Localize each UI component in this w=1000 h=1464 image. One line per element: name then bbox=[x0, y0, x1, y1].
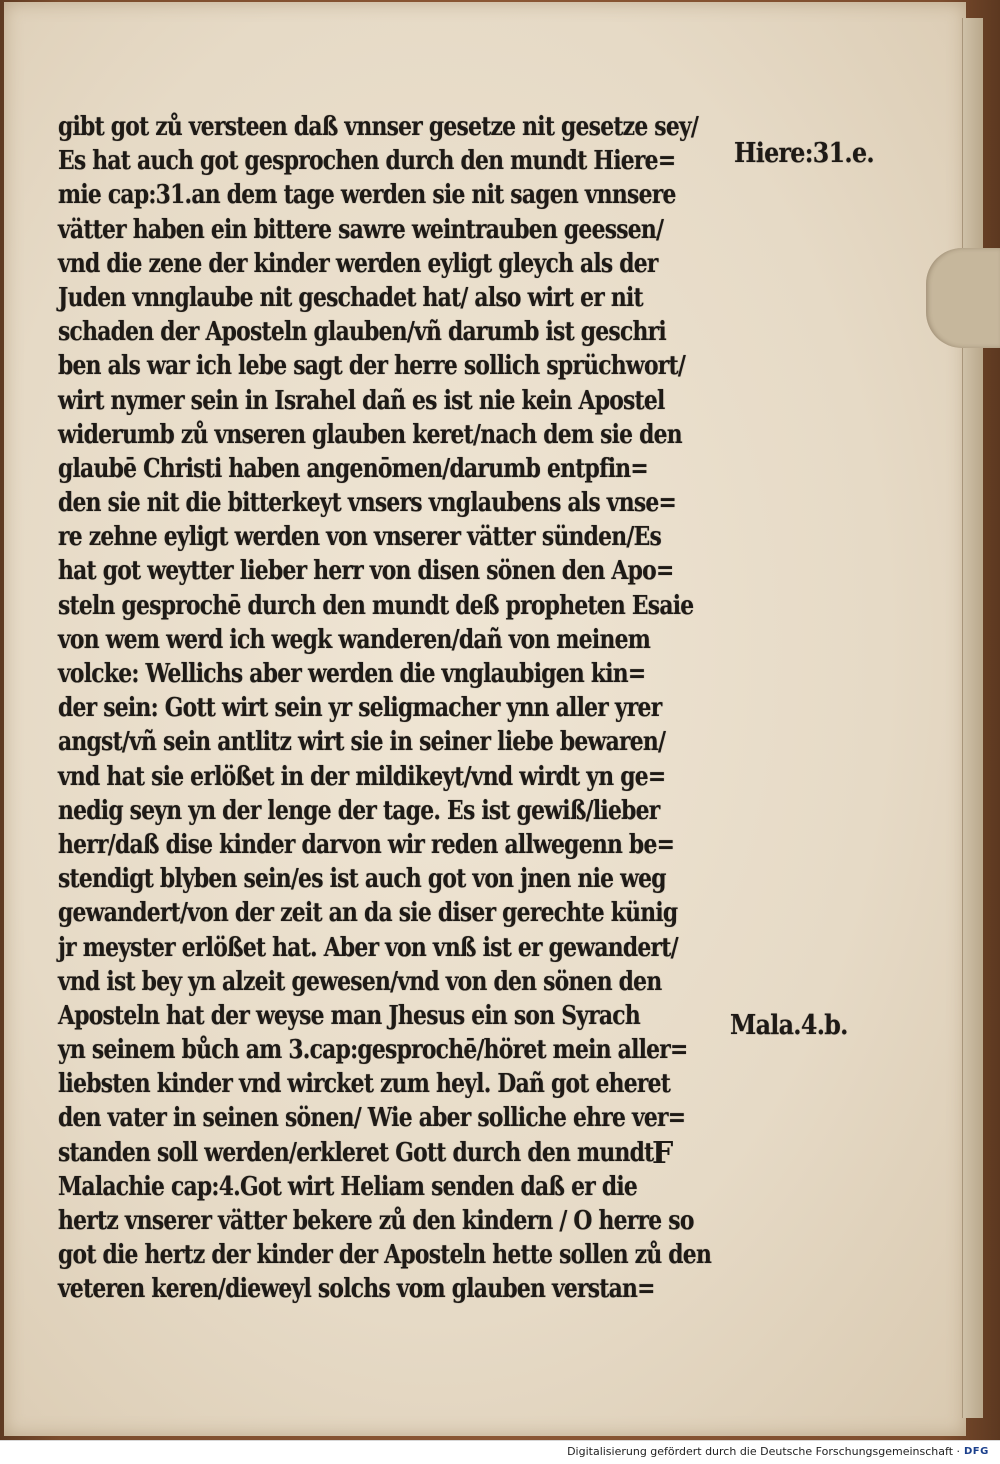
text-line: der sein: Gott wirt sein yr seligmacher ynn aller yrer bbox=[58, 693, 662, 724]
text-line: volcke: Wellichs aber werden die vnglaubigen kin= bbox=[58, 659, 646, 689]
text-line: gewandert/von der zeit an da sie diser gerechte künig bbox=[58, 898, 678, 929]
text-line: liebsten kinder vnd wircket zum heyl. Dañ got eheret bbox=[58, 1069, 671, 1100]
book-clasp-tab bbox=[926, 248, 1000, 348]
text-line: ben als war ich lebe sagt der herre sollich sprüchwort/ bbox=[58, 351, 686, 382]
main-text-block bbox=[58, 110, 718, 1307]
text-line: Juden vnnglaube nit geschadet hat/ also wirt er nit bbox=[58, 282, 643, 313]
text-line: herr/daß dise kinder darvon wir reden allwegenn be= bbox=[58, 829, 675, 860]
text-line: den sie nit die bitterkeyt vnsers vnglaubens als vnse= bbox=[58, 488, 677, 519]
text-line: vnd hat sie erlößet in der mildikeyt/vnd wirdt yn ge= bbox=[58, 761, 666, 792]
footer-credit: Digitalisierung gefördert durch die Deutsche Forschungsgemeinschaft · bbox=[567, 1445, 960, 1458]
text-line: von wem werd ich wegk wanderen/dañ von meinem bbox=[58, 624, 651, 655]
text-line: vnd die zene der kinder werden eyligt gleych als der bbox=[58, 248, 658, 279]
text-line: re zehne eyligt werden von vnserer vätter sünden/Es bbox=[58, 522, 662, 553]
text-line: stendigt blyben sein/es ist auch got von jnen nie weg bbox=[58, 864, 666, 895]
text-line: Es hat auch got gesprochen durch den mundt Hiere= bbox=[58, 146, 676, 177]
text-line: Aposteln hat der weyse man Jhesus ein son Syrach bbox=[58, 1000, 640, 1031]
text-line: vätter haben ein bittere sawre weintrauben geessen/ bbox=[58, 214, 664, 245]
text-line: schaden der Aposteln glauben/vñ darumb ist geschri bbox=[58, 317, 666, 348]
text-line: den vater in seinen sönen/ Wie aber solliche ehre ver= bbox=[58, 1103, 686, 1134]
next-page-edge bbox=[962, 18, 983, 1418]
text-line: wirt nymer sein in Israhel dañ es ist nie kein Apostel bbox=[58, 385, 665, 416]
text-line: widerumb zů vnseren glauben keret/nach dem sie den bbox=[58, 419, 682, 450]
signature-mark: F bbox=[652, 1136, 674, 1171]
text-line: veteren keren/dieweyl solchs vom glauben verstan= bbox=[58, 1274, 655, 1305]
text-line: yn seinem bůch am 3.cap:gesprochē/höret mein aller= bbox=[58, 1035, 688, 1066]
footer-bar bbox=[0, 1440, 1000, 1464]
text-line: jr meyster erlößet hat. Aber von vnß ist er gewandert/ bbox=[58, 932, 678, 963]
dfg-logo: DFG bbox=[964, 1446, 989, 1457]
marginal-note-mala: Mala.4.b. bbox=[730, 1010, 848, 1041]
marginal-note-hiere: Hiere:31.e. bbox=[734, 138, 874, 169]
text-line: standen soll werden/erkleret Gott durch den mundt bbox=[58, 1137, 654, 1168]
text-line: nedig seyn yn der lenge der tage. Es ist gewiß/lieber bbox=[58, 795, 660, 826]
text-line: Malachie cap:4.Got wirt Heliam senden daß er die bbox=[58, 1171, 638, 1202]
text-line: steln gesprochē durch den mundt deß propheten Esaie bbox=[58, 590, 694, 621]
text-line: vnd ist bey yn alzeit gewesen/vnd von den sönen den bbox=[58, 966, 662, 997]
text-line: mie cap:31.an dem tage werden sie nit sagen vnnsere bbox=[58, 180, 676, 211]
text-line: hat got weytter lieber herr von disen sönen den Apo= bbox=[58, 556, 674, 587]
text-line: gibt got zů versteen daß vnnser gesetze nit gesetze sey/ bbox=[58, 112, 699, 142]
text-line: got die hertz der kinder der Aposteln hette sollen zů den bbox=[58, 1240, 712, 1271]
text-line: glaubē Christi haben angenōmen/darumb entpfin= bbox=[58, 453, 648, 484]
text-line: angst/vñ sein antlitz wirt sie in seiner liebe bewaren/ bbox=[58, 727, 666, 758]
text-line: hertz vnserer vätter bekere zů den kindern / O herre so bbox=[58, 1206, 694, 1236]
